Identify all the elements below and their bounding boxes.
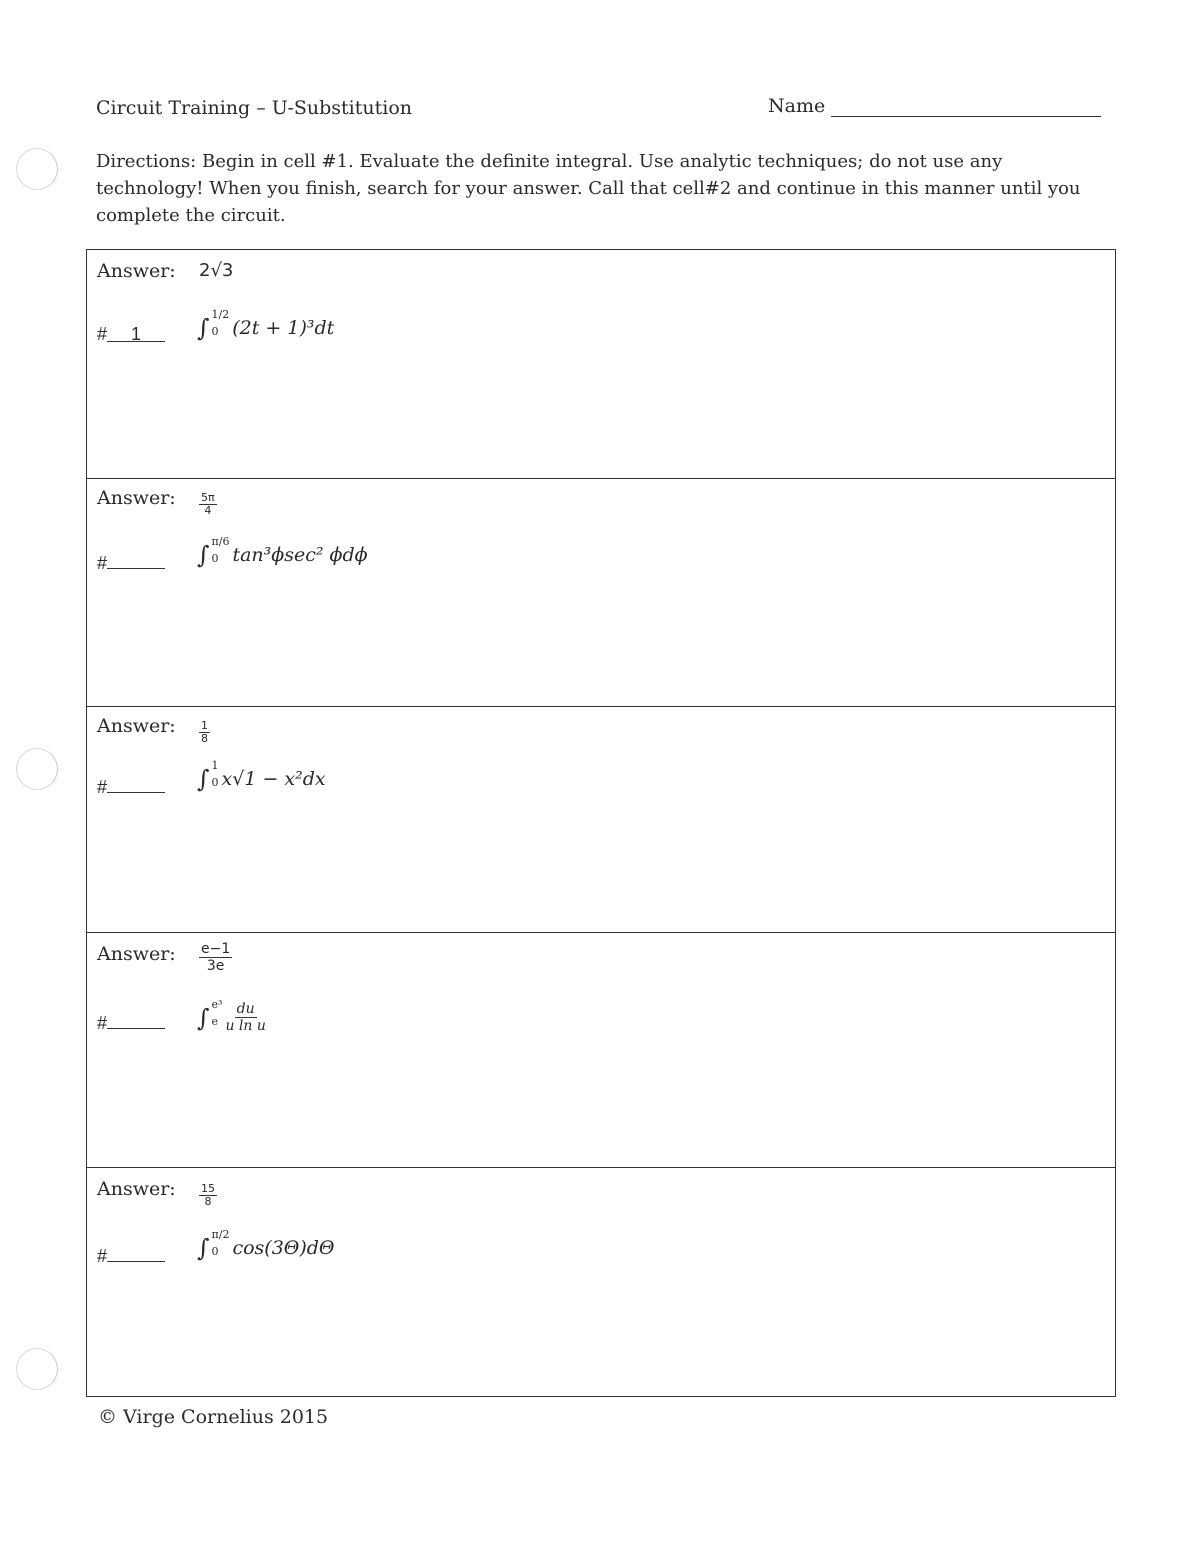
answer-label: Answer: [97,1178,176,1200]
name-label: Name [768,95,826,117]
upper-limit: 1/2 [211,308,230,321]
integral-expression [197,997,266,1034]
cell-number-blank[interactable] [107,1011,165,1029]
answer-label: Answer: [97,715,176,737]
punch-hole-top [16,148,58,190]
answer-fraction [199,941,232,974]
answer-numerator: 15 [201,1182,215,1195]
circuit-grid [86,249,1116,1397]
cell-number-blank[interactable]: 1 [107,324,165,342]
integral-sign: ∫ [197,541,210,569]
answer-denominator: 8 [201,732,208,745]
answer-numerator: e−1 [201,941,231,957]
circuit-cell-3 [87,707,1115,933]
lower-limit: 0 [211,552,219,565]
integral-expression [197,759,326,793]
integrand-fraction [225,1001,265,1034]
integral-expression [197,308,335,342]
name-field [768,95,1101,117]
number-prefix: # [97,553,108,573]
number-prefix: # [97,1246,108,1266]
answer-denominator: 8 [204,1195,212,1208]
integral-limits [211,997,223,1028]
integrand-denominator: u ln u [225,1018,266,1034]
integral-sign: ∫ [197,1234,210,1262]
answer-value [199,1176,217,1208]
lower-limit: e [211,1014,219,1028]
answer-fraction [199,1183,217,1208]
integrand-numerator: du [236,1001,255,1017]
integral-limits [211,535,230,565]
number-prefix: # [97,1013,108,1033]
integral-limits [211,308,230,338]
page-title: Circuit Training – U-Substitution [96,97,413,119]
lower-limit: 0 [211,325,219,338]
integrand: tan³ϕsec² ϕdϕ [232,544,368,566]
answer-label: Answer: [97,260,176,282]
cell-number-blank[interactable] [107,775,165,793]
cell-number-blank[interactable] [107,551,165,569]
lower-limit: 0 [211,1245,219,1258]
number-prefix: # [97,777,108,797]
upper-limit: e³ [211,997,223,1011]
name-blank[interactable] [831,98,1101,117]
punch-hole-middle [16,748,58,790]
directions-text: Directions: Begin in cell #1. Evaluate the definite integral. Use analytic techniques; do not use any technology! When you finish, search for your answer. Call that cell#2 and continue in this manner until you complete the circuit. [96,151,1081,226]
circuit-cell-4 [87,933,1115,1168]
cell-number [97,551,165,574]
integral-sign: ∫ [197,314,210,342]
answer-numerator: 1 [201,719,208,732]
integral-limits [211,1228,230,1258]
integrand: cos(3Θ)dΘ [232,1237,335,1259]
answer-value [199,713,210,745]
upper-limit: 1 [211,759,219,772]
answer-denominator: 3e [206,958,225,974]
answer-fraction [199,720,210,745]
integral-expression [197,535,368,569]
integral-limits [211,759,219,789]
upper-limit: π/2 [211,1228,230,1241]
answer-fraction [199,492,217,517]
integral-expression [197,1228,335,1262]
number-prefix: # [97,324,108,344]
lower-limit: 0 [211,776,219,789]
circuit-cell-1 [87,250,1115,479]
answer-denominator: 4 [204,504,212,517]
answer-label: Answer: [97,943,176,965]
cell-number-blank[interactable] [107,1244,165,1262]
copyright-footer: © Virge Cornelius 2015 [98,1406,329,1428]
integral-sign: ∫ [197,765,210,793]
cell-number [97,324,165,345]
circuit-cell-5 [87,1168,1115,1395]
answer-value [199,937,232,974]
integrand: (2t + 1)³dt [232,317,335,339]
cell-number [97,775,165,798]
upper-limit: π/6 [211,535,230,548]
cell-number [97,1011,165,1034]
integrand: x√1 − x²dx [221,768,326,790]
answer-value [199,485,217,517]
cell-number [97,1244,165,1267]
answer-label: Answer: [97,487,176,509]
answer-numerator: 5π [201,491,215,504]
circuit-cell-2 [87,479,1115,707]
answer-value: 2√3 [199,260,234,281]
integral-sign: ∫ [197,1003,210,1032]
punch-hole-bottom [16,1348,58,1390]
